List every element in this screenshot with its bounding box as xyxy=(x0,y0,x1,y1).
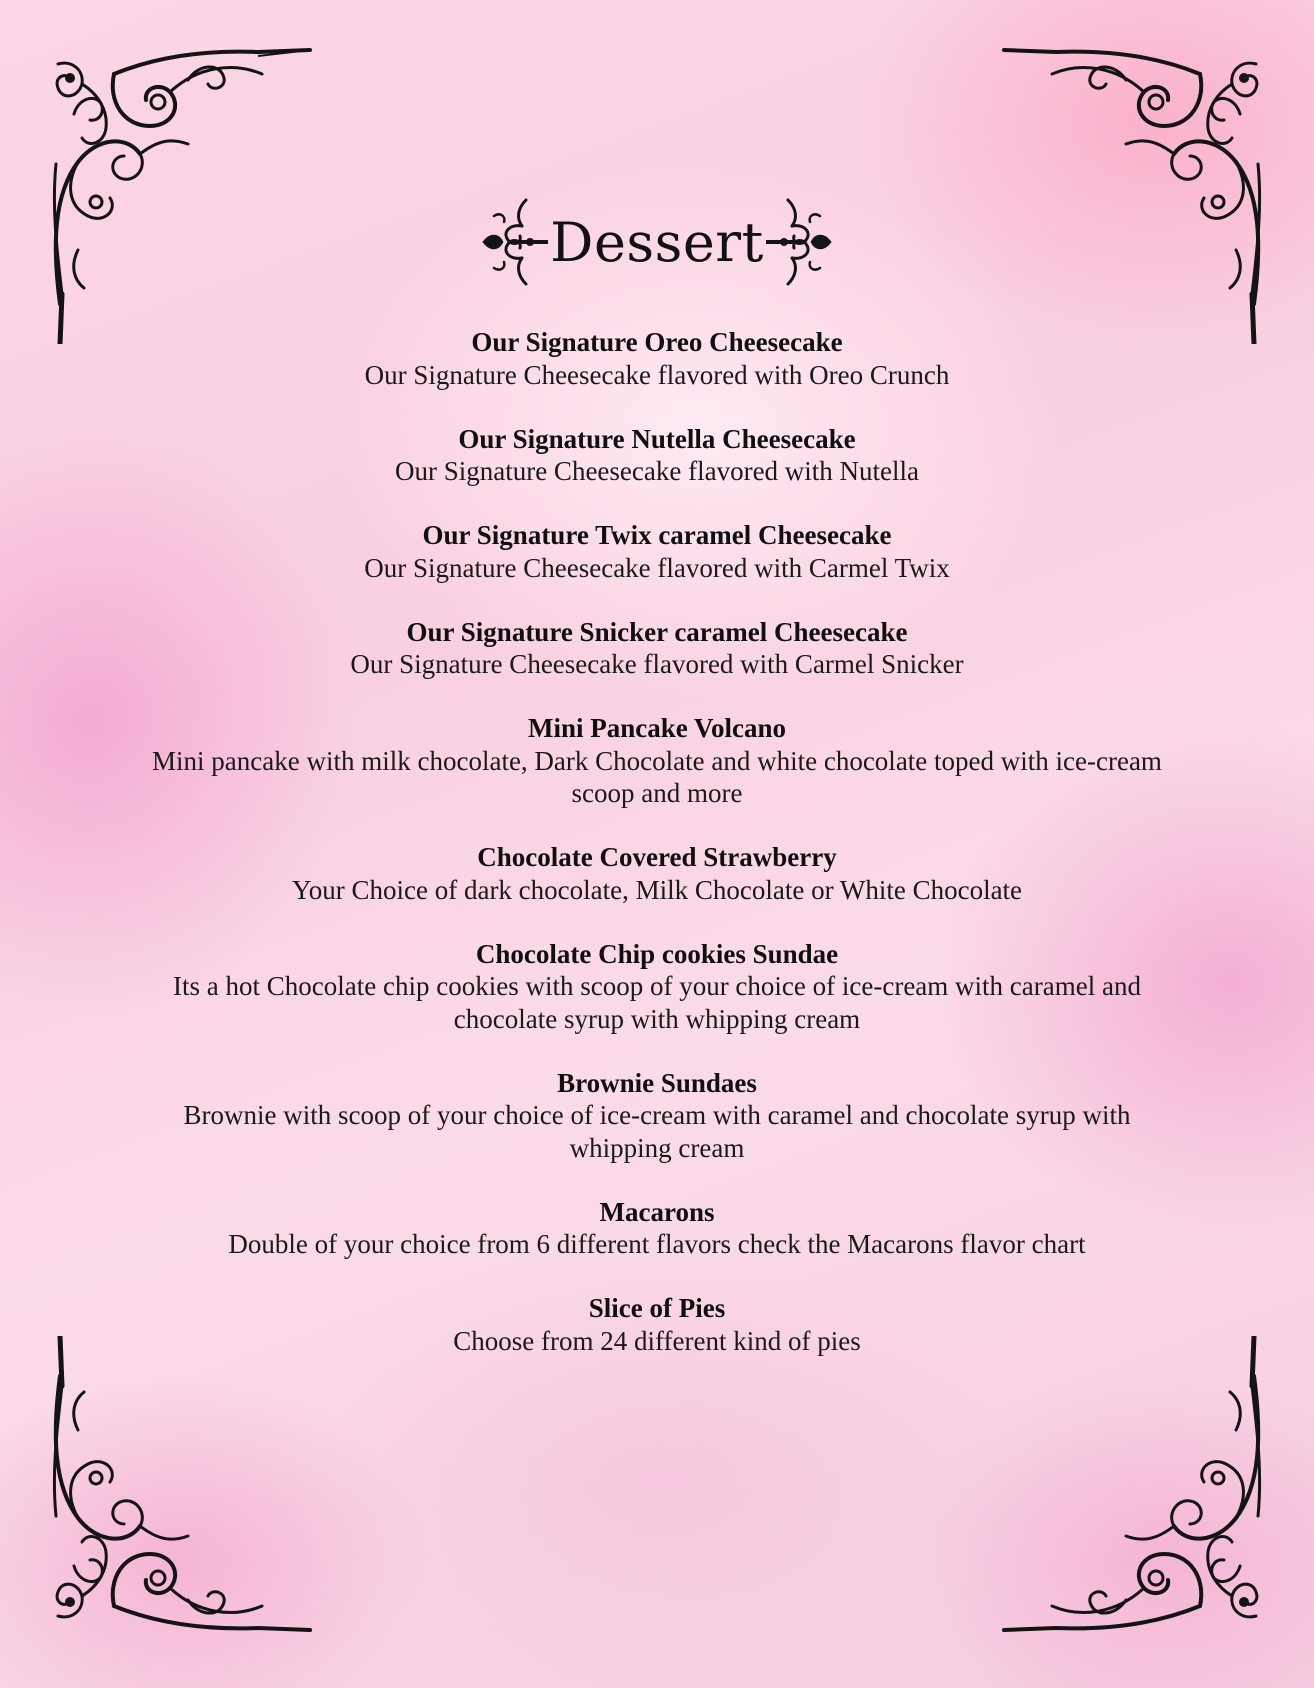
menu-item xyxy=(120,616,1194,681)
menu-item-name: Macarons xyxy=(599,1196,715,1227)
menu-item-description: Our Signature Cheesecake flavored with Carmel Snicker xyxy=(350,649,964,679)
menu-item xyxy=(120,1067,1194,1165)
menu-item-description: Double of your choice from 6 different flavors check the Macarons flavor chart xyxy=(228,1229,1086,1259)
menu-item xyxy=(120,712,1194,810)
menu-item-description: Choose from 24 different kind of pies xyxy=(453,1325,861,1356)
menu-item xyxy=(120,519,1194,584)
menu-item-description: Our Signature Cheesecake flavored with Carmel Twix xyxy=(364,552,950,583)
menu-item-name: Mini Pancake Volcano xyxy=(527,713,787,743)
menu-item xyxy=(120,423,1194,488)
menu-item-name: Chocolate Covered Strawberry xyxy=(477,842,837,872)
menu-item-description: Mini pancake with milk chocolate, Dark Chocolate and white chocolate toped with ice-cream scoop and more xyxy=(152,745,1162,808)
scroll-flourish-icon xyxy=(766,194,836,290)
dessert-menu-list xyxy=(120,326,1194,1389)
menu-item-description: Our Signature Cheesecake flavored with Oreo Crunch xyxy=(364,359,950,390)
menu-item-name: Our Signature Twix caramel Cheesecake xyxy=(422,520,892,550)
menu-item-name: Slice of Pies xyxy=(588,1293,726,1323)
menu-item-description: Your Choice of dark chocolate, Milk Chocolate or White Chocolate xyxy=(291,874,1023,905)
menu-item xyxy=(120,938,1194,1036)
menu-item-name: Our Signature Oreo Cheesecake xyxy=(471,327,843,357)
menu-item xyxy=(120,1196,1194,1261)
menu-item-name: Brownie Sundaes xyxy=(557,1067,757,1098)
page-title: Dessert xyxy=(550,210,764,274)
scroll-flourish-icon xyxy=(478,194,548,290)
menu-item-description: Its a hot Chocolate chip cookies with scoop of your choice of ice-cream with caramel and chocolate syrup with whipping cream xyxy=(173,971,1141,1034)
menu-item-name: Chocolate Chip cookies Sundae xyxy=(475,938,839,969)
menu-item xyxy=(120,841,1194,906)
menu-item-name: Our Signature Nutella Cheesecake xyxy=(458,423,856,454)
menu-item xyxy=(120,1292,1194,1357)
menu-item-description: Our Signature Cheesecake flavored with Nutella xyxy=(394,456,920,486)
menu-item xyxy=(120,326,1194,391)
menu-item-description: Brownie with scoop of your choice of ice-cream with caramel and chocolate syrup with whipping cream xyxy=(183,1100,1131,1163)
title-row xyxy=(0,192,1314,292)
menu-item-name: Our Signature Snicker caramel Cheesecake xyxy=(406,616,908,647)
